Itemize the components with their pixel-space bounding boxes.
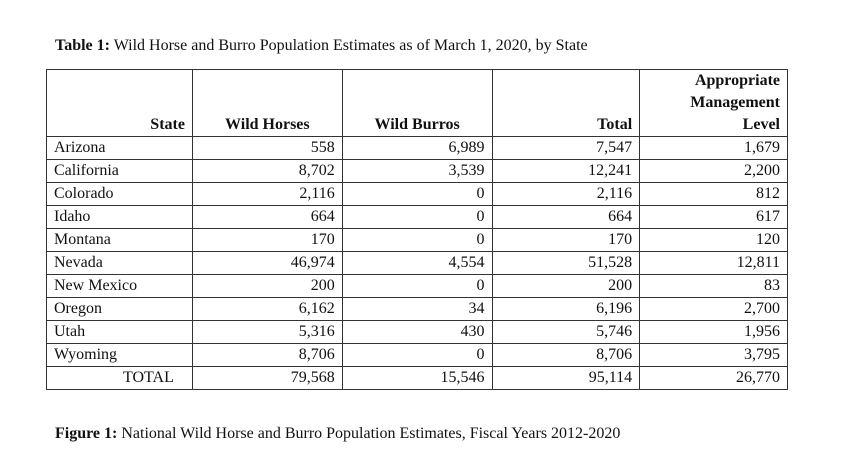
header-state: State	[47, 70, 193, 137]
cell-total: 8,706	[492, 344, 640, 367]
cell-aml: 617	[640, 206, 788, 229]
cell-total: 170	[492, 229, 640, 252]
header-aml-line1: Appropriate	[694, 72, 780, 89]
cell-wild-horses: 46,974	[192, 252, 342, 275]
table-row	[47, 160, 788, 183]
cell-aml: 2,200	[640, 160, 788, 183]
cell-total: 51,528	[492, 252, 640, 275]
cell-aml: 1,679	[640, 137, 788, 160]
table-row	[47, 298, 788, 321]
cell-wild-horses: 6,162	[192, 298, 342, 321]
cell-total: 200	[492, 275, 640, 298]
cell-total: 95,114	[492, 367, 640, 390]
cell-wild-horses: 200	[192, 275, 342, 298]
table-row	[47, 275, 788, 298]
cell-total: 7,547	[492, 137, 640, 160]
cell-aml: 83	[640, 275, 788, 298]
table-row	[47, 206, 788, 229]
header-wild-burros: Wild Burros	[342, 70, 492, 137]
table-body	[47, 137, 788, 390]
header-aml-line2: Management	[690, 94, 780, 111]
cell-wild-horses: 664	[192, 206, 342, 229]
table-caption-text: Wild Horse and Burro Population Estimates as of March 1, 2020, by State	[109, 37, 588, 54]
cell-total: 2,116	[492, 183, 640, 206]
header-total: Total	[492, 70, 640, 137]
cell-wild-burros: 34	[342, 298, 492, 321]
cell-aml: 1,956	[640, 321, 788, 344]
cell-aml: 12,811	[640, 252, 788, 275]
cell-state: Oregon	[47, 298, 193, 321]
cell-aml: 2,700	[640, 298, 788, 321]
cell-wild-horses: 170	[192, 229, 342, 252]
cell-wild-horses: 8,702	[192, 160, 342, 183]
table-row	[47, 137, 788, 160]
cell-wild-burros: 15,546	[342, 367, 492, 390]
cell-wild-horses: 558	[192, 137, 342, 160]
cell-wild-horses: 79,568	[192, 367, 342, 390]
cell-total: 5,746	[492, 321, 640, 344]
population-table	[46, 69, 788, 390]
figure-caption	[55, 424, 620, 444]
cell-wild-horses: 2,116	[192, 183, 342, 206]
figure-caption-label: Figure 1:	[55, 425, 118, 442]
cell-state: New Mexico	[47, 275, 193, 298]
cell-wild-burros: 3,539	[342, 160, 492, 183]
cell-aml: 120	[640, 229, 788, 252]
cell-state: Montana	[47, 229, 193, 252]
cell-state: Nevada	[47, 252, 193, 275]
table-row	[47, 229, 788, 252]
table-total-row	[47, 367, 788, 390]
header-wild-horses: Wild Horses	[192, 70, 342, 137]
header-aml	[640, 70, 788, 137]
cell-wild-burros: 0	[342, 275, 492, 298]
cell-total: 6,196	[492, 298, 640, 321]
table-row	[47, 252, 788, 275]
cell-aml: 3,795	[640, 344, 788, 367]
cell-state: Idaho	[47, 206, 193, 229]
cell-wild-burros: 6,989	[342, 137, 492, 160]
cell-wild-burros: 0	[342, 229, 492, 252]
cell-wild-burros: 4,554	[342, 252, 492, 275]
cell-wild-burros: 430	[342, 321, 492, 344]
cell-state: Utah	[47, 321, 193, 344]
cell-wild-horses: 8,706	[192, 344, 342, 367]
cell-wild-burros: 0	[342, 206, 492, 229]
table-header-row	[47, 70, 788, 137]
cell-wild-horses: 5,316	[192, 321, 342, 344]
cell-wild-burros: 0	[342, 183, 492, 206]
table-row	[47, 321, 788, 344]
cell-wild-burros: 0	[342, 344, 492, 367]
header-aml-line3: Level	[742, 116, 780, 133]
table-caption-label: Table 1:	[55, 37, 110, 54]
figure-caption-text: National Wild Horse and Burro Population Estimates, Fiscal Years 2012-2020	[117, 425, 621, 442]
cell-state: California	[47, 160, 193, 183]
cell-total: 12,241	[492, 160, 640, 183]
cell-state: TOTAL	[47, 367, 193, 390]
cell-state: Wyoming	[47, 344, 193, 367]
cell-state: Colorado	[47, 183, 193, 206]
table-row	[47, 344, 788, 367]
table-row	[47, 183, 788, 206]
cell-state: Arizona	[47, 137, 193, 160]
cell-aml: 26,770	[640, 367, 788, 390]
cell-aml: 812	[640, 183, 788, 206]
cell-total: 664	[492, 206, 640, 229]
table-caption	[55, 36, 588, 56]
